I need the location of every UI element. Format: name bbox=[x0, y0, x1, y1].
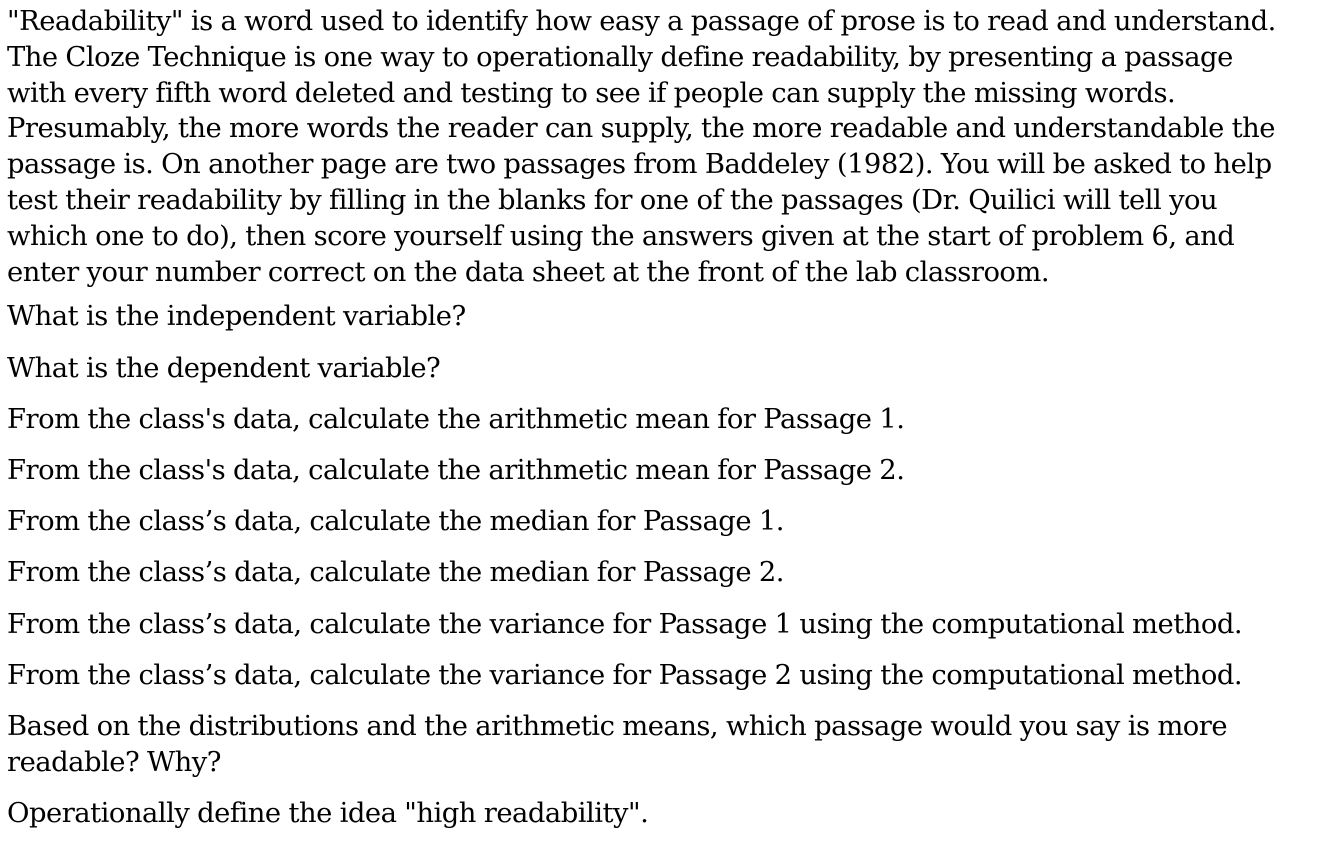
question-dependent-variable bbox=[7, 351, 1325, 387]
question-text: Based on the distributions and the arithmetic means, which passage would you say is more bbox=[7, 710, 1228, 742]
question-median-passage-1 bbox=[7, 504, 1325, 540]
question-mean-passage-2 bbox=[7, 453, 1325, 489]
question-text: What is the independent variable? bbox=[7, 301, 466, 333]
intro-line: passage is. On another page are two passages from Baddeley (1982). You will be asked to help bbox=[7, 149, 1272, 181]
intro-line: "Readability" is a word used to identify how easy a passage of prose is to read and understand. bbox=[7, 6, 1276, 37]
question-text: From the class's data, calculate the arithmetic mean for Passage 2. bbox=[7, 454, 905, 486]
question-variance-passage-2 bbox=[7, 658, 1325, 694]
question-mean-passage-1 bbox=[7, 402, 1325, 438]
question-list bbox=[7, 299, 1325, 831]
question-define-high-readability bbox=[7, 796, 1325, 832]
question-text: From the class’s data, calculate the variance for Passage 1 using the computational method. bbox=[7, 608, 1243, 640]
intro-line: with every fifth word deleted and testing to see if people can supply the missing words. bbox=[7, 77, 1176, 109]
question-text: From the class’s data, calculate the median for Passage 1. bbox=[7, 506, 784, 538]
question-text: Operationally define the idea "high readability". bbox=[7, 797, 649, 829]
question-text: From the class’s data, calculate the variance for Passage 2 using the computational method. bbox=[7, 659, 1243, 691]
question-more-readable bbox=[7, 709, 1325, 781]
intro-line: test their readability by filling in the blanks for one of the passages (Dr. Quilici will tell you bbox=[7, 184, 1218, 216]
question-independent-variable bbox=[7, 299, 1325, 335]
intro-line: enter your number correct on the data sheet at the front of the lab classroom. bbox=[7, 256, 1050, 288]
intro-line: The Cloze Technique is one way to operationally define readability, by presenting a passage bbox=[7, 41, 1233, 73]
question-text: readable? Why? bbox=[7, 746, 221, 778]
intro-line: Presumably, the more words the reader can supply, the more readable and understandable the bbox=[7, 113, 1276, 145]
intro-paragraph bbox=[7, 4, 1325, 290]
question-text: What is the dependent variable? bbox=[7, 352, 441, 384]
question-median-passage-2 bbox=[7, 555, 1325, 591]
intro-line: which one to do), then score yourself using the answers given at the start of problem 6, and bbox=[7, 220, 1235, 252]
question-text: From the class’s data, calculate the median for Passage 2. bbox=[7, 557, 784, 589]
question-variance-passage-1 bbox=[7, 607, 1325, 643]
question-text: From the class's data, calculate the arithmetic mean for Passage 1. bbox=[7, 403, 905, 435]
